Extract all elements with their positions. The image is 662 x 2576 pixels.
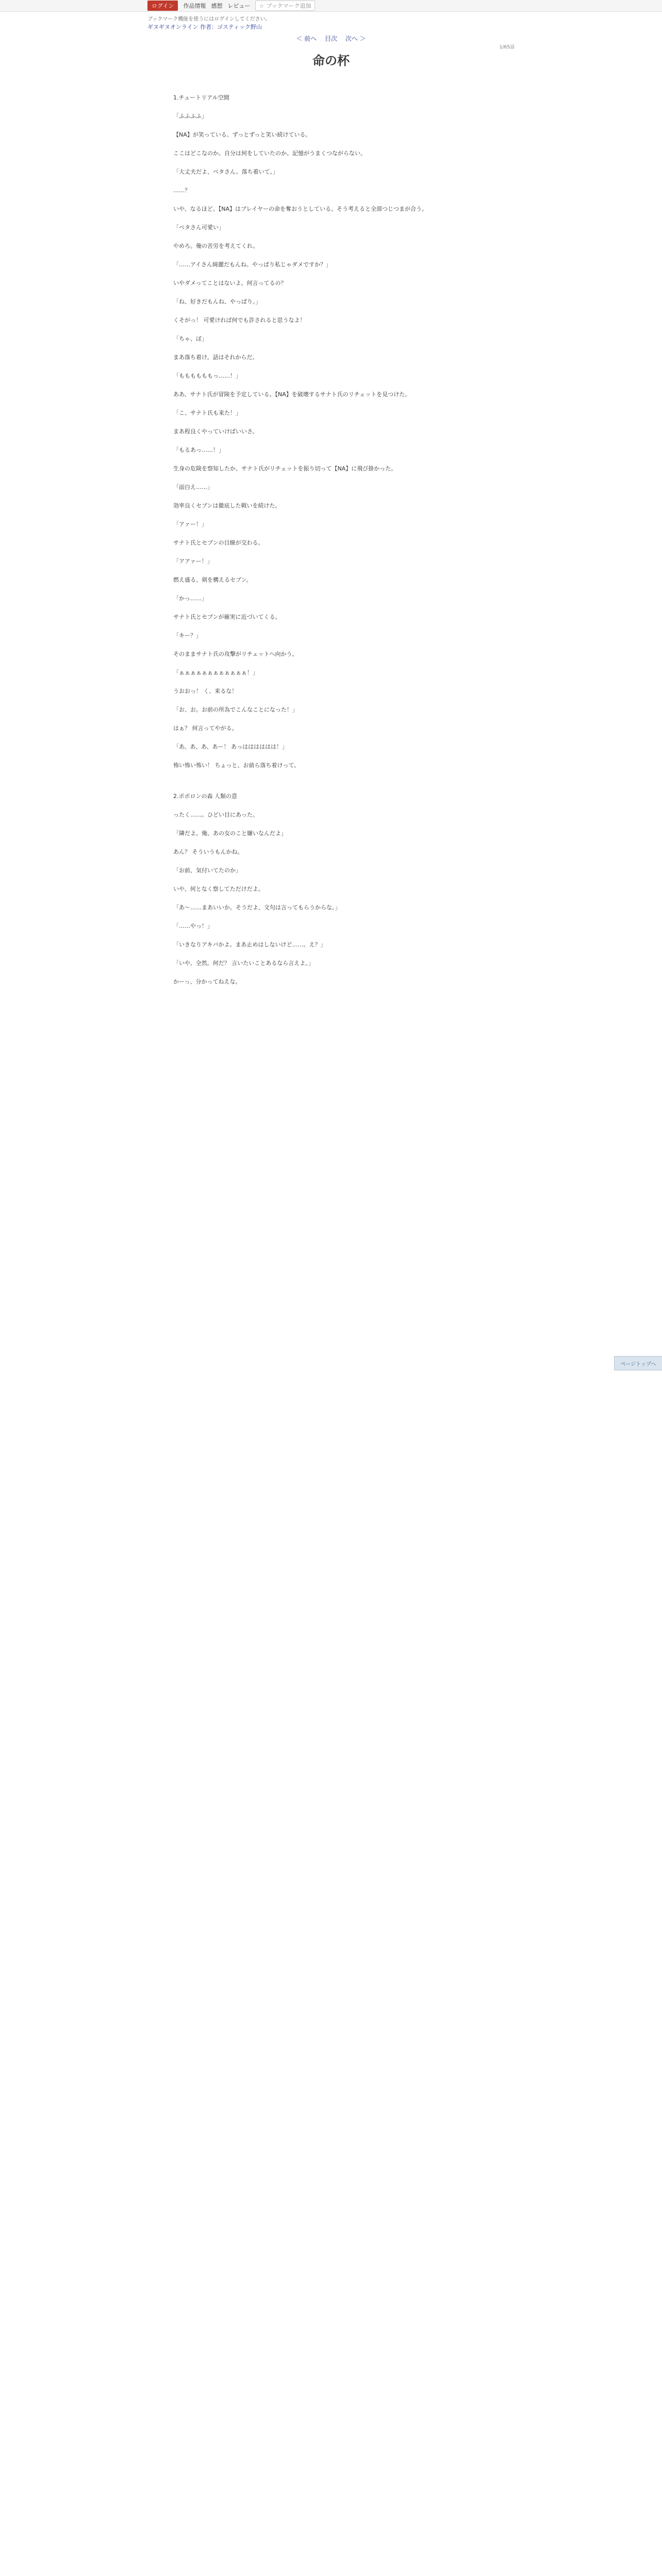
table-of-contents-link[interactable]: 目次 [324,35,337,42]
nav-link-impressions[interactable]: 感想 [211,3,223,9]
body-paragraph: 「ふふふふ」 [173,113,207,120]
login-notice: ブックマーク機能を使うにはログインしてください。 [147,16,271,22]
body-paragraph: 「ペタさん可愛い」 [173,224,224,231]
top-navigation-bar [0,0,662,12]
body-paragraph: 「ね、好きだもんね、やっぱり。」 [173,298,261,305]
body-paragraph: ったく……。ひどい目にあった。 [173,811,258,818]
body-paragraph: いやダメってことはないよ。何言ってるの？ [173,280,287,286]
next-chapter-link[interactable]: 次へ ＞ [345,35,366,42]
body-paragraph: くそがっ！ 可愛ければ何でも許されると思うなよ！ [173,317,306,324]
body-paragraph: 「あ、あ、あ、あー！ あっはははははは！」 [173,743,288,750]
body-paragraph: いや、なるほど。【NA】はプレイヤーの命を奪おうとしている。そう考えると全部つじつまが合う。 [173,206,428,212]
chapter-pager [0,34,662,43]
body-paragraph: 「お、お。お前の所為でこんなことになった！」 [173,706,298,713]
body-paragraph: 「ちゃ、ぼ」 [173,335,207,342]
breadcrumb[interactable]: ギヌギヌオンライン 作者：ゴスティック野山 [147,24,262,30]
body-paragraph: うおおっ！ く、来るな！ [173,688,238,694]
chapter-title: 命の杯 [312,54,350,68]
body-paragraph: 「アァー！」 [173,521,207,528]
body-paragraph: 生身の危険を察知したか、サナト氏がリチェットを振り切って【NA】に飛び掛かった。 [173,465,397,472]
body-paragraph: やめろ。俺の苦労を考えてくれ。 [173,243,259,249]
body-paragraph: 「こ、サナト氏も来た！」 [173,410,241,416]
body-paragraph: 「大丈夫だよ、ペタさん。落ち着いて。」 [173,168,278,175]
body-paragraph: あん？ そういうもんかね。 [173,849,243,855]
body-paragraph: かーっ、分かってねえな。 [173,978,241,985]
body-paragraph: 2.ポポロンの森 人類の意 [173,793,237,800]
chapter-number: 1/65話 [499,45,515,50]
body-paragraph: 「ぁぁぁぁぁぁぁぁぁぁぁぁ！」 [173,669,258,676]
body-paragraph: 「かっ……」 [173,595,207,602]
body-paragraph: 「……アイさん綺麗だもんね。やっぱり私じゃダメですか？」 [173,261,332,268]
body-paragraph: 「いきなりアキバかよ。まあ止めはしないけど……。え？」 [173,941,326,948]
body-paragraph: 「アアァー！」 [173,558,213,565]
chapter-body [173,93,489,995]
bookmark-add-button[interactable] [255,1,315,11]
body-paragraph: サナト氏とセブンが確実に近づいてくる。 [173,614,281,620]
body-paragraph: 1.チュートリアル空間 [173,94,229,101]
bookmark-label: ブックマーク追加 [266,3,311,9]
body-paragraph: 「もるあっ……！」 [173,447,224,453]
login-button[interactable]: ログイン [147,1,178,11]
body-paragraph: 【NA】が笑っている。ずっとずっと笑い続けている。 [173,131,311,138]
body-paragraph: 「いや、全然。何だ？ 言いたいことあるなら言えよ。」 [173,960,314,967]
body-paragraph: 「面白え……」 [173,484,213,490]
body-paragraph: 燃え盛る、剣を構えるセブン。 [173,577,252,583]
bookmark-icon: ☆ [259,2,264,9]
body-paragraph: 「隣だよ。俺、あの女のこと嫌いなんだよ」 [173,830,287,837]
nav-link-work-info[interactable]: 作品情報 [183,3,206,9]
body-paragraph: はぁ？ 何言ってやがる。 [173,725,238,732]
body-paragraph: 「あ〜……まあいいか。そうだよ、文句は言ってもらうからな。」 [173,904,341,911]
body-paragraph: 「キー？」 [173,632,202,639]
body-paragraph: 「ももももももっ……！」 [173,372,241,379]
body-paragraph: サナト氏とセブンの目線が交わる。 [173,539,264,546]
body-paragraph: いや、何となく察してただけだよ。 [173,886,264,892]
body-paragraph: ……？ [173,187,190,194]
body-paragraph: まあ程良くやっていけばいいさ。 [173,428,258,435]
nav-link-review[interactable]: レビュー [227,3,251,9]
body-paragraph: まあ落ち着け。話はそれからだ。 [173,354,258,361]
body-paragraph: 「お前、気付いてたのか」 [173,867,241,874]
body-paragraph: ああ、サナト氏が冒険を予定している。【NA】を破壊するサナト氏のリチェットを見つけた。 [173,391,411,398]
body-paragraph: 効率良くセブンは徹底した戦いを続けた。 [173,502,281,509]
body-paragraph: 「……やっ！」 [173,923,213,929]
body-paragraph: そのままサナト氏の攻撃がリチェットへ向かう。 [173,651,298,657]
body-paragraph: 怖い怖い怖い！ ちょっと、お前ら落ち着けって。 [173,762,300,769]
body-paragraph: ここはどこなのか。自分は何をしていたのか。記憶がうまくつながらない。 [173,150,366,157]
prev-chapter-link[interactable]: ＜ 前へ [296,35,317,42]
page-top-button[interactable]: ページトップへ [614,1356,662,1370]
